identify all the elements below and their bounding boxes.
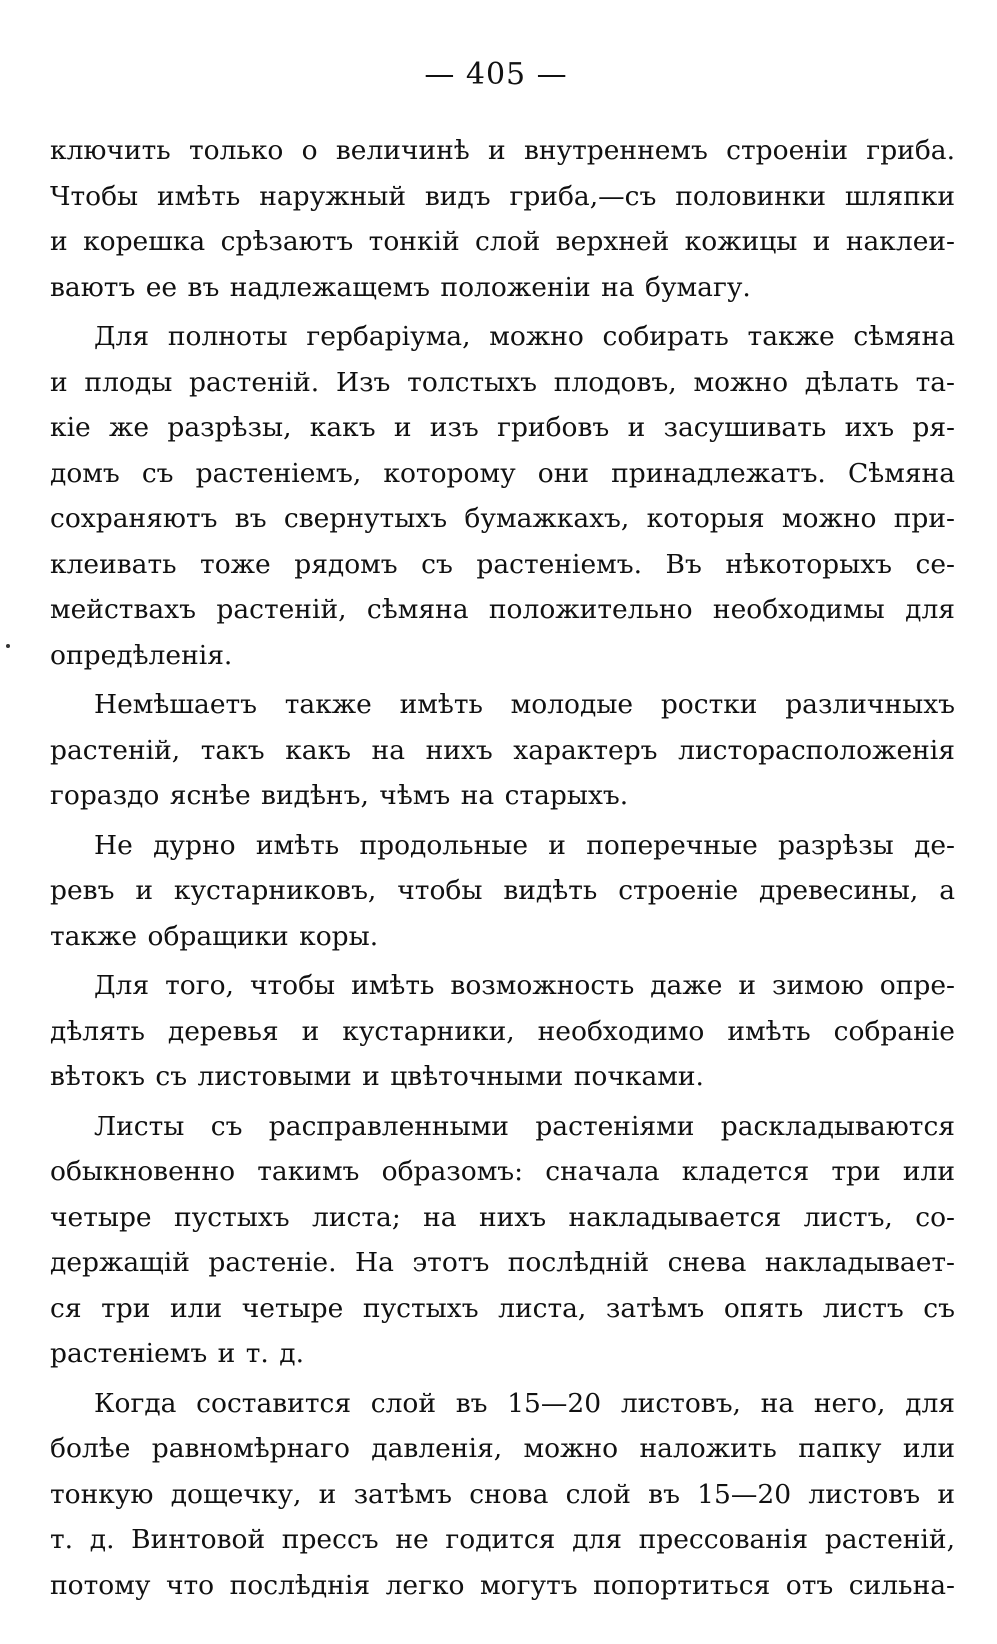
text-line: дѣлять деревья и кустарники, необходимо имѣть собраніе (50, 1015, 955, 1047)
text-line: вѣтокъ съ листовыми и цвѣточными почками. (50, 1061, 704, 1092)
body-text (50, 128, 955, 1612)
text-line: кіе же разрѣзы, какъ и изъ грибовъ и засушивать ихъ ря- (50, 412, 955, 443)
text-line: также обращики коры. (50, 920, 379, 952)
text-line: ся три или четыре пустыхъ листа, затѣмъ опять листъ съ (50, 1292, 955, 1324)
text-line: растеніемъ и т. д. (50, 1338, 304, 1369)
text-line: ревъ и кустарниковъ, чтобы видѣть строеніе древесины, а (50, 875, 955, 906)
text-line: опредѣленія. (50, 639, 233, 671)
text-line: ключить только о величинѣ и внутреннемъ строеніи гриба. (50, 135, 955, 166)
text-line: обыкновенно такимъ образомъ: сначала кладется три или (50, 1156, 955, 1187)
text-line: Листы съ расправленными растеніями раскладываются (94, 1110, 955, 1142)
page-number: — 405 — (424, 57, 568, 92)
text-line: ваютъ ее въ надлежащемъ положеніи на бумагу. (50, 271, 751, 303)
text-line: потому что послѣднія легко могутъ попортиться отъ сильна- (50, 1569, 955, 1601)
paragraph (50, 1104, 955, 1377)
text-line: болѣе равномѣрнаго давленія, можно наложить папку или (50, 1433, 955, 1464)
text-line: держащій растеніе. На этотъ послѣдній снева накладывает- (50, 1247, 955, 1278)
text-line: растеній, такъ какъ на нихъ характеръ листорасположенія (50, 734, 955, 766)
paragraph (50, 1381, 955, 1609)
paragraph (50, 314, 955, 678)
text-line: Чтобы имѣть наружный видъ гриба,—съ половинки шляпки (50, 180, 955, 212)
text-line: мействахъ растеній, сѣмяна положительно необходимы для (50, 594, 955, 625)
text-line: четыре пустыхъ листа; на нихъ накладывается листъ, со- (50, 1201, 955, 1233)
text-line: Не дурно имѣть продольные и поперечные разрѣзы де- (94, 829, 955, 861)
paragraph (50, 823, 955, 960)
text-line: тонкую дощечку, и затѣмъ снова слой въ 15—20 листовъ и (50, 1478, 955, 1510)
text-line: сохраняютъ въ свернутыхъ бумажкахъ, которыя можно при- (50, 503, 955, 534)
text-line: Когда составится слой въ 15—20 листовъ, на него, для (94, 1387, 955, 1419)
ink-speck (6, 644, 10, 648)
text-line: гораздо яснѣе видѣнъ, чѣмъ на старыхъ. (50, 780, 629, 811)
book-page (36, 0, 956, 1644)
text-line: клеивать тоже рядомъ съ растеніемъ. Въ нѣкоторыхъ се- (50, 548, 955, 580)
text-line: и корешка срѣзаютъ тонкій слой верхней кожицы и наклеи- (50, 226, 955, 257)
text-line: и плоды растеній. Изъ толстыхъ плодовъ, можно дѣлать та- (50, 366, 955, 398)
paragraph (50, 128, 955, 310)
paragraph (50, 963, 955, 1100)
paragraph (50, 682, 955, 819)
text-line: т. д. Винтовой прессъ не годится для прессованія растеній, (50, 1524, 955, 1555)
text-line: Немѣшаетъ также имѣть молодые ростки различныхъ (94, 689, 955, 720)
text-line: домъ съ растеніемъ, которому они принадлежатъ. Сѣмяна (50, 457, 955, 489)
text-line: Для того, чтобы имѣть возможность даже и зимою опре- (94, 970, 955, 1001)
text-line: Для полноты гербаріума, можно собирать также сѣмяна (94, 321, 955, 352)
